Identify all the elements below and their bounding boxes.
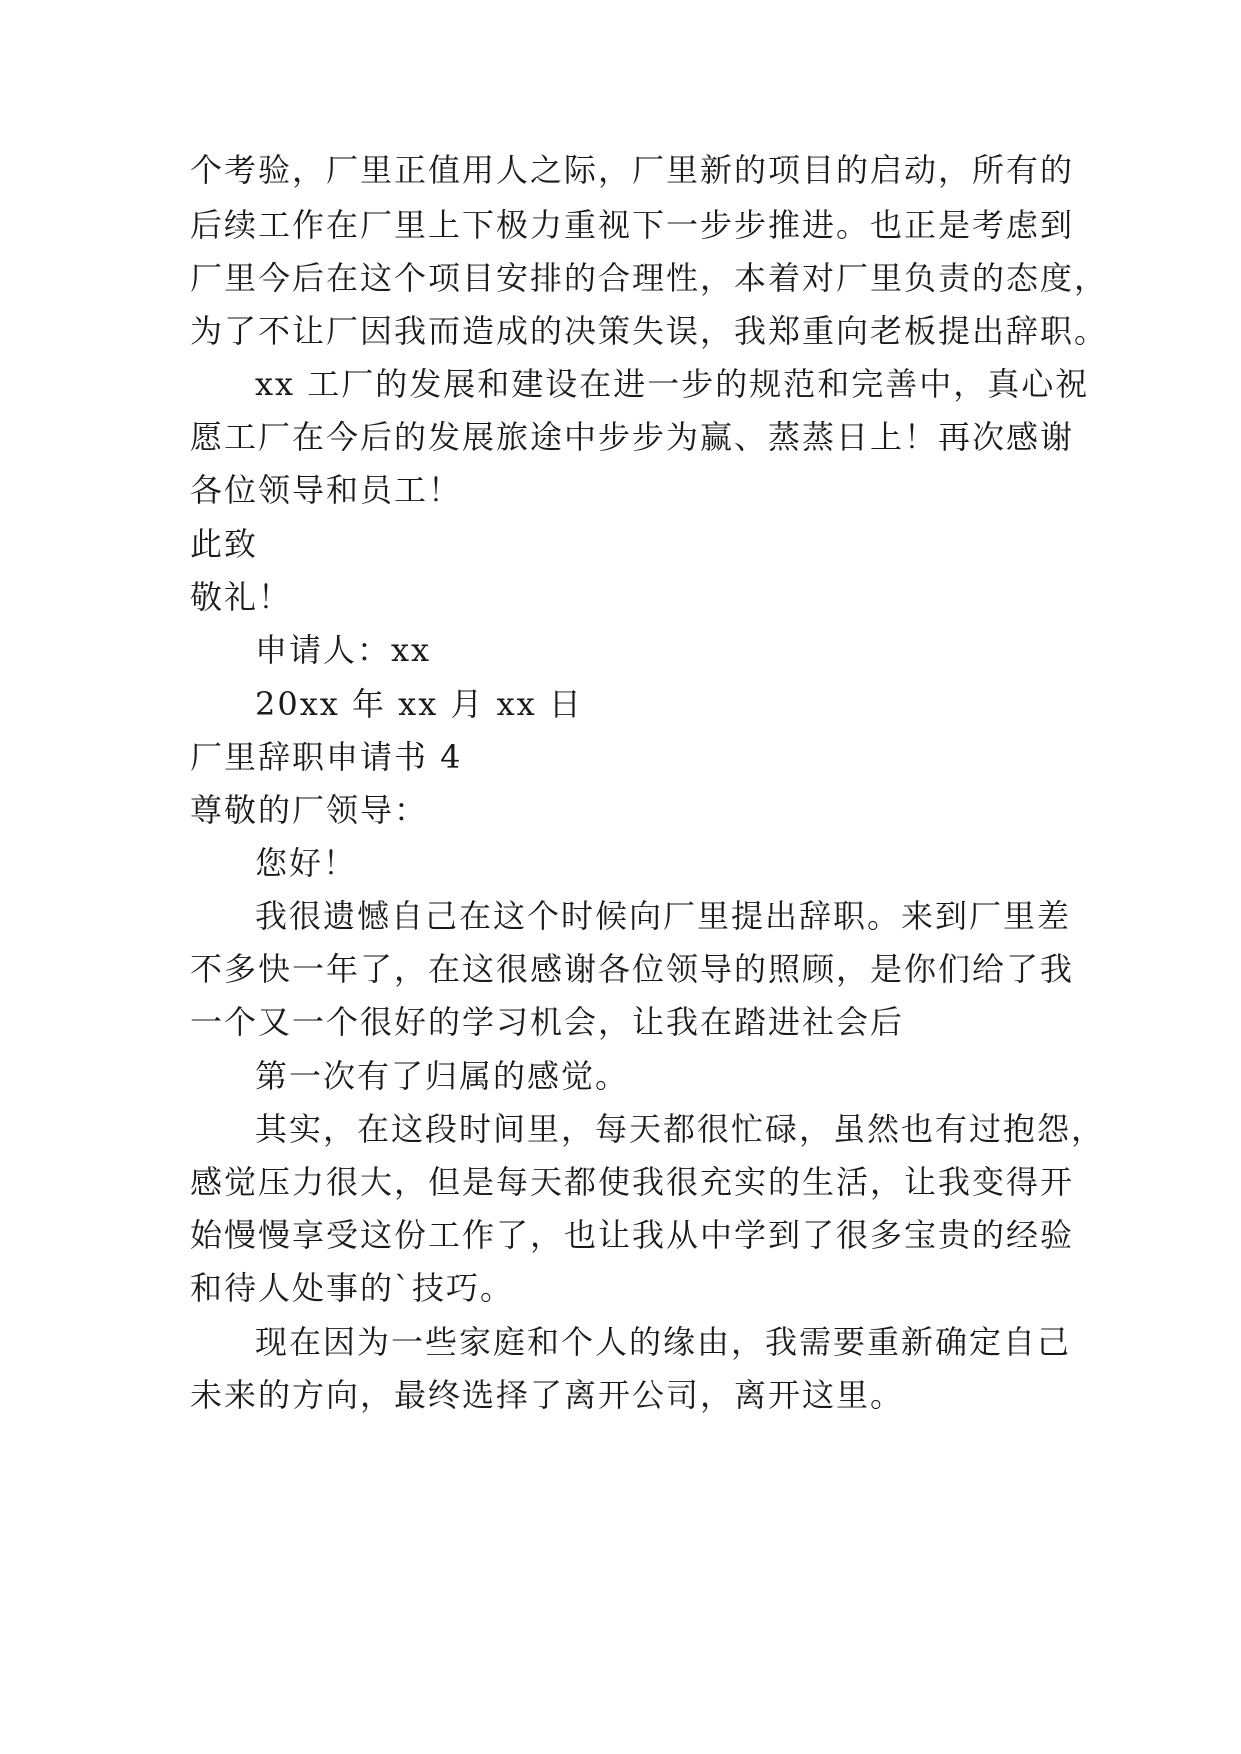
body-text-line: 第一次有了归属的感觉。	[255, 1057, 630, 1095]
body-text-line: 愿工厂在今后的发展旅途中步步为赢、蒸蒸日上！再次感谢	[190, 418, 1075, 456]
greeting-hello: 您好！	[255, 844, 358, 882]
body-text-line: 未来的方向，最终选择了离开公司，离开这里。	[190, 1376, 905, 1414]
applicant-signature: 申请人：xx	[255, 631, 432, 669]
body-text-line: 始慢慢享受这份工作了，也让我从中学到了很多宝贵的经验	[190, 1216, 1075, 1254]
body-text-line: 各位领导和员工！	[190, 471, 463, 509]
closing-salutation: 此致	[190, 525, 259, 563]
body-text-line: 个考验，厂里正值用人之际，厂里新的项目的启动，所有的	[190, 151, 1075, 189]
date-line: 20xx 年 xx 月 xx 日	[255, 685, 583, 723]
body-text-line: xx 工厂的发展和建设在进一步的规范和完善中，真心祝	[255, 365, 1090, 403]
body-text-line: 感觉压力很大，但是每天都使我很充实的生活，让我变得开	[190, 1163, 1075, 1201]
body-text-line: 我很遗憾自己在这个时候向厂里提出辞职。来到厂里差	[255, 897, 1072, 935]
body-text-line: 其实，在这段时间里，每天都很忙碌，虽然也有过抱怨，	[255, 1110, 1106, 1148]
body-text-line: 不多快一年了，在这很感谢各位领导的照顾，是你们给了我	[190, 950, 1075, 988]
body-text-line: 为了不让厂因我而造成的决策失误，我郑重向老板提出辞职。	[190, 312, 1109, 350]
section-title: 厂里辞职申请书 4	[190, 738, 463, 776]
body-text-line: 和待人处事的`技巧。	[190, 1269, 515, 1307]
body-text-line: 现在因为一些家庭和个人的缘由，我需要重新确定自己	[255, 1323, 1072, 1361]
body-text-line: 一个又一个很好的学习机会，让我在踏进社会后	[190, 1003, 905, 1041]
closing-regards: 敬礼！	[190, 578, 293, 616]
greeting-recipient: 尊敬的厂领导：	[190, 791, 429, 829]
body-text-line: 厂里今后在这个项目安排的合理性，本着对厂里负责的态度，	[190, 259, 1109, 297]
body-text-line: 后续工作在厂里上下极力重视下一步步推进。也正是考虑到	[190, 206, 1075, 244]
